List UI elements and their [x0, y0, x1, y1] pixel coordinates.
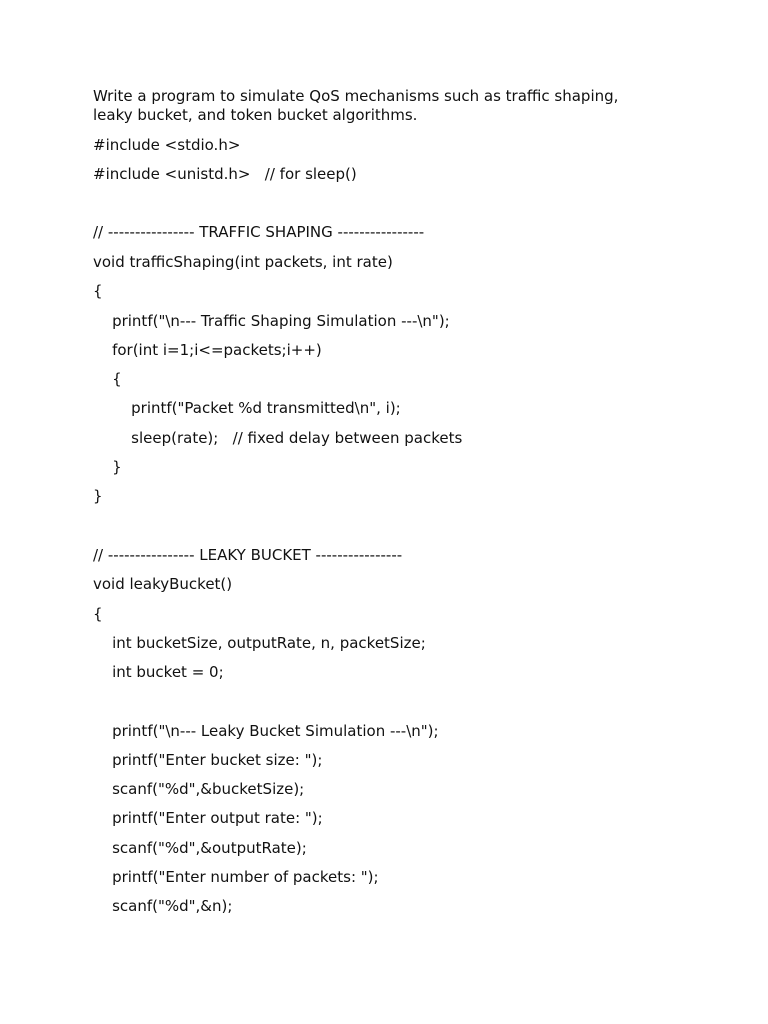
code-line: scanf("%d",&outputRate);: [93, 839, 307, 857]
code-line: }: [93, 458, 122, 476]
intro-line-1: Write a program to simulate QoS mechanisms such as traffic shaping,: [93, 87, 619, 105]
code-line: printf("\n--- Leaky Bucket Simulation ---\n");: [93, 722, 439, 740]
code-line: scanf("%d",&n);: [93, 897, 233, 915]
code-line: {: [93, 370, 122, 388]
code-line: int bucketSize, outputRate, n, packetSize;: [93, 634, 426, 652]
code-line: for(int i=1;i<=packets;i++): [93, 341, 322, 359]
code-line: // ---------------- LEAKY BUCKET ----------------: [93, 546, 403, 564]
code-line: void trafficShaping(int packets, int rate): [93, 253, 393, 271]
code-line: printf("Enter bucket size: ");: [93, 751, 323, 769]
code-line: #include <stdio.h>: [93, 136, 241, 154]
code-line: {: [93, 282, 103, 300]
code-line: int bucket = 0;: [93, 663, 224, 681]
code-line: }: [93, 487, 103, 505]
code-line: printf("\n--- Traffic Shaping Simulation ---\n");: [93, 312, 450, 330]
code-line: {: [93, 605, 103, 623]
code-line: void leakyBucket(): [93, 575, 233, 593]
code-line: printf("Enter number of packets: ");: [93, 868, 379, 886]
code-line: scanf("%d",&bucketSize);: [93, 780, 305, 798]
code-line: printf("Packet %d transmitted\n", i);: [93, 399, 401, 417]
code-line: // ---------------- TRAFFIC SHAPING ----------------: [93, 223, 425, 241]
code-line: #include <unistd.h> // for sleep(): [93, 165, 357, 183]
code-line: printf("Enter output rate: ");: [93, 809, 323, 827]
code-line: sleep(rate); // fixed delay between packets: [93, 429, 463, 447]
intro-line-2: leaky bucket, and token bucket algorithms.: [93, 106, 418, 124]
